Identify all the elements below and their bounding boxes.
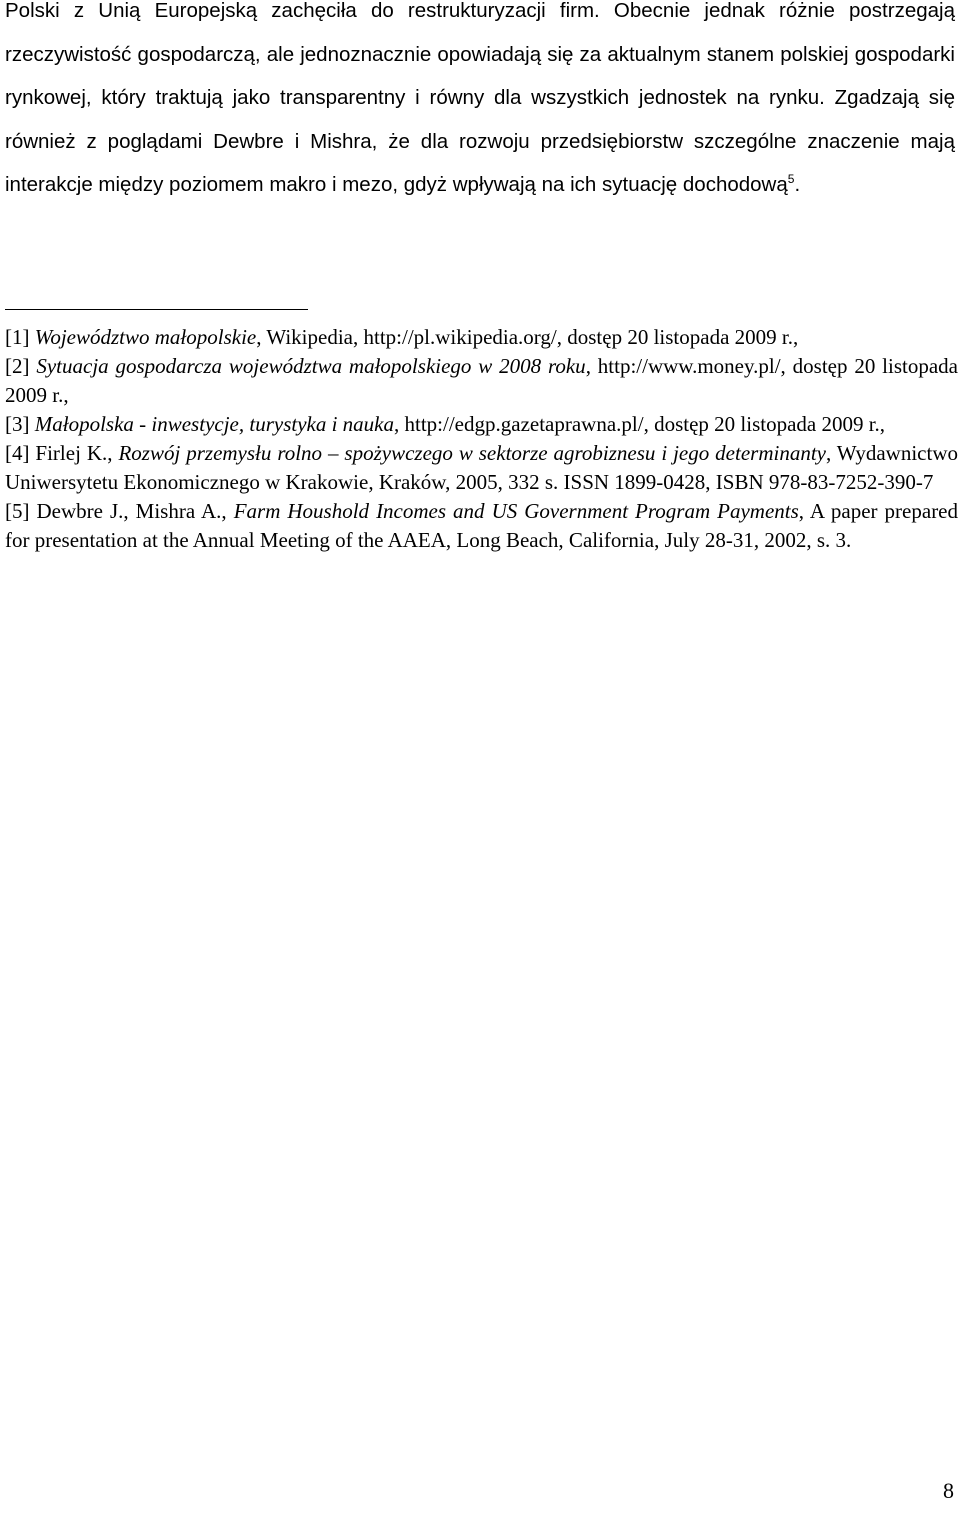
body-paragraph-text: Polski z Unią Europejską zachęciła do restrukturyzacji firm. Obecnie jednak różnie postrzegają rzeczywistość gospodarczą, ale jednoznacznie opowiadają się za aktualnym stanem polskiej gospodarki rynkowej, który traktują jako transparentny i równy dla wszystkich jednostek na rynku. Zgadzają się również z poglądami Dewbre i Mishra, że dla rozwoju przedsiębiorstw szczególne znaczenie mają interakcje między poziomem makro i mezo, gdyż wpływają na ich sytuację dochodową [5, 0, 955, 197]
reference-item-3 [5, 410, 958, 439]
reference-title: Małopolska - inwestycje, turystyka i nauka [34, 412, 394, 436]
reference-item-1 [5, 323, 958, 352]
reference-prefix: [1] [5, 325, 35, 349]
reference-title: Rozwój przemysłu rolno – spożywczego w sektorze agrobiznesu i jego determinanty [118, 441, 826, 465]
reference-prefix: [3] [5, 412, 35, 436]
reference-details: , http://edgp.gazetaprawna.pl/, dostęp 20 listopada 2009 r., [394, 412, 886, 436]
footnote-separator [5, 309, 308, 310]
reference-prefix: [5] Dewbre J., Mishra A., [5, 499, 234, 523]
reference-details: , Wikipedia, http://pl.wikipedia.org/, dostęp 20 listopada 2009 r., [256, 325, 799, 349]
reference-prefix: [2] [5, 354, 37, 378]
reference-item-2 [5, 352, 958, 410]
reference-details: , Wydawnictwo Uniwersytetu Ekonomicznego w Krakowie, Kraków, 2005, 332 s. ISSN 1899-0428, ISBN 978-83-7252-390-7 [5, 441, 958, 494]
page-number: 8 [943, 1478, 954, 1503]
body-paragraph [5, 0, 955, 207]
references-list [5, 323, 958, 555]
reference-title: Sytuacja gospodarcza województwa małopolskiego w 2008 roku [36, 354, 586, 378]
reference-details: , A paper prepared for presentation at the Annual Meeting of the AAEA, Long Beach, California, July 28-31, 2002, s. 3. [5, 499, 959, 552]
reference-item-4 [5, 439, 958, 497]
reference-details: , http://www.money.pl/, dostęp 20 listopada 2009 r., [5, 354, 958, 407]
reference-prefix: [4] Firlej K., [5, 441, 119, 465]
reference-item-5 [5, 497, 958, 555]
reference-title: Farm Houshold Incomes and US Government Program Payments [233, 499, 799, 523]
reference-title: Województwo małopolskie [34, 325, 257, 349]
body-paragraph-end: . [794, 173, 801, 197]
footnote-marker: 5 [787, 172, 795, 187]
